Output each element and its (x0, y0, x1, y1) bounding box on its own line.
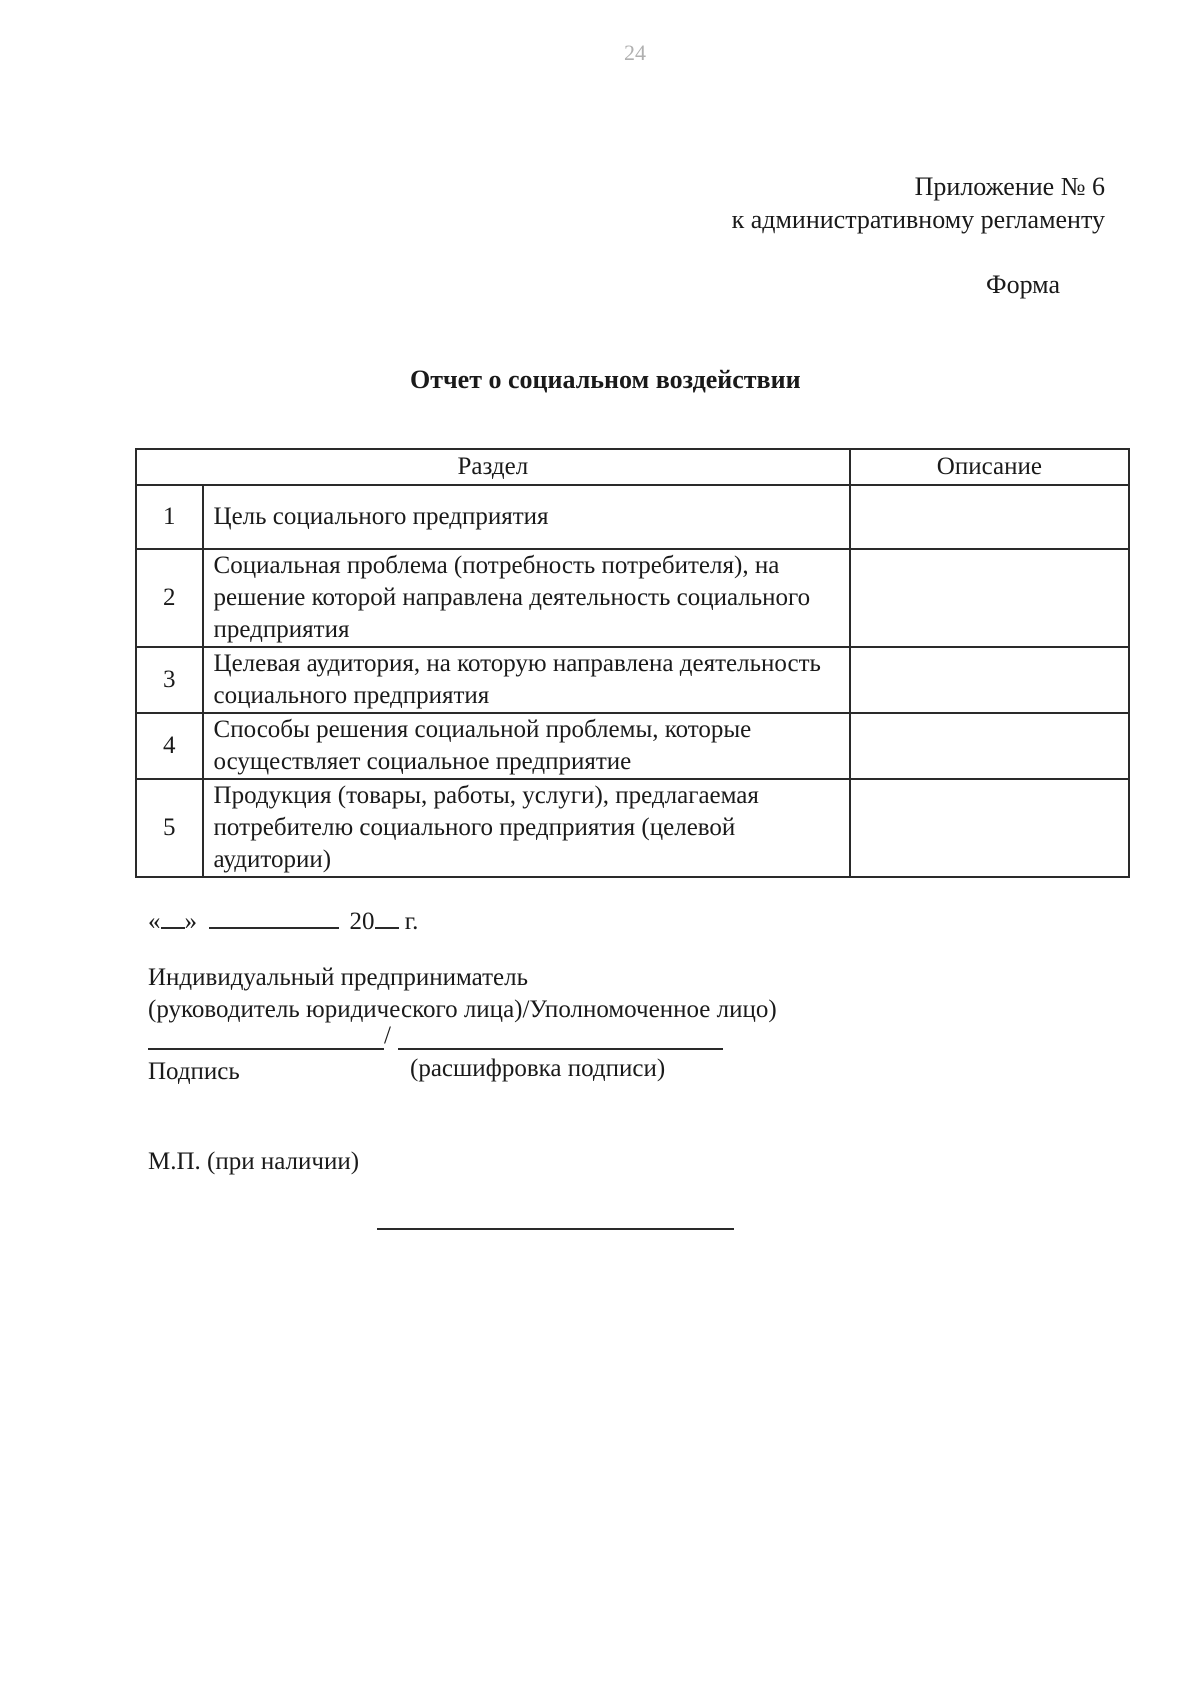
row-description[interactable] (850, 485, 1129, 549)
row-description[interactable] (850, 713, 1129, 779)
signature-lines (148, 1022, 723, 1050)
table-row (136, 713, 1129, 779)
day-blank[interactable] (161, 905, 185, 929)
row-description[interactable] (850, 549, 1129, 647)
table-row (136, 779, 1129, 877)
row-section: Целевая аудитория, на которую направлена деятельность социального предприятия (203, 647, 850, 713)
row-number: 3 (136, 647, 203, 713)
quote-open: « (148, 908, 161, 935)
date-line (148, 905, 418, 936)
row-number: 5 (136, 779, 203, 877)
table-row (136, 549, 1129, 647)
signatory-line-1: Индивидуальный предприниматель (148, 964, 528, 991)
row-section: Цель социального предприятия (203, 485, 850, 549)
table-header-row (136, 449, 1129, 485)
row-section: Продукция (товары, работы, услуги), предлагаемая потребителю социального предприятия (целевой аудитории) (203, 779, 850, 877)
table-row (136, 647, 1129, 713)
year-prefix: 20 (349, 908, 375, 935)
table-row (136, 485, 1129, 549)
bottom-blank-line (377, 1228, 734, 1230)
row-section: Способы решения социальной проблемы, которые осуществляет социальное предприятие (203, 713, 850, 779)
stamp-label: М.П. (при наличии) (148, 1148, 360, 1175)
row-number: 2 (136, 549, 203, 647)
header-section: Раздел (136, 449, 850, 485)
appendix-header (732, 170, 1105, 236)
signature-caption: Подпись (148, 1058, 240, 1085)
signature-blank[interactable] (148, 1048, 384, 1050)
row-number: 1 (136, 485, 203, 549)
row-description[interactable] (850, 647, 1129, 713)
row-number: 4 (136, 713, 203, 779)
page-number: 24 (624, 40, 646, 65)
quote-close: » (184, 908, 197, 935)
row-description[interactable] (850, 779, 1129, 877)
year-blank[interactable] (375, 905, 399, 929)
signatory-labels (148, 962, 777, 1026)
appendix-line-1: Приложение № 6 (914, 172, 1105, 201)
year-suffix: г. (398, 908, 419, 935)
month-blank[interactable] (209, 905, 339, 929)
form-label: Форма (986, 270, 1060, 299)
decoding-blank[interactable] (398, 1048, 723, 1050)
decoding-caption: (расшифровка подписи) (410, 1055, 666, 1082)
appendix-line-2: к административному регламенту (731, 205, 1105, 234)
header-description: Описание (850, 449, 1129, 485)
signature-separator: / (384, 1022, 391, 1049)
document-title: Отчет о социальном воздействии (410, 365, 801, 394)
signatory-line-2: (руководитель юридического лица)/Уполномоченное лицо) (148, 996, 777, 1023)
report-table (135, 448, 1130, 878)
row-section: Социальная проблема (потребность потребителя), на решение которой направлена деятельность социального предприятия (203, 549, 850, 647)
